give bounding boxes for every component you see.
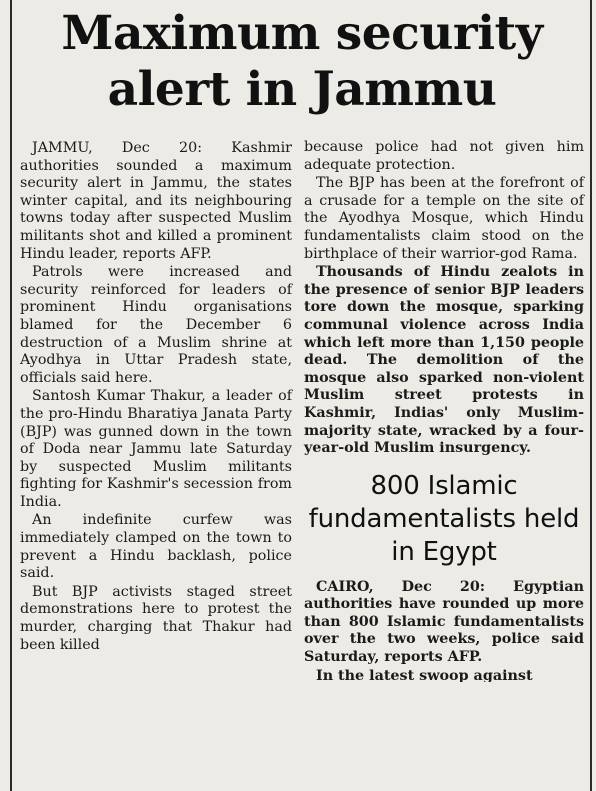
story-paragraph: Thousands of Hindu zealots in the presence of senior BJP leaders tore down the mosque, sparking communal violence across India which left more than 1,150 people dead. The demolition of the mosque also sparked non-violent Muslim street protests in Kashmir, Indias' only Muslim-majority state, wracked by a four-year-old Muslim insurgency. bbox=[304, 264, 584, 457]
secondary-story-paragraph-dateline: CAIRO, Dec 20: Egyptian authorities have rounded up more than 800 Islamic fundamentalists over the two weeks, police said Saturday, reports AFP. bbox=[304, 578, 584, 666]
main-headline: Maximum security alert in Jammu bbox=[61, 6, 543, 117]
story-paragraph-continued: because police had not given him adequate protection. bbox=[304, 139, 584, 173]
story-paragraph: An indefinite curfew was immediately clamped on the town to prevent a Hindu backlash, police said. bbox=[20, 512, 292, 582]
main-story-column-left bbox=[20, 140, 292, 654]
story-paragraph-dateline: JAMMU, Dec 20: Kashmir authorities sounded a maximum security alert in Jammu, the states winter capital, and its neighbouring towns today after suspected Muslim militants shot and killed a prominent Hindu leader, reports AFP. bbox=[20, 140, 292, 262]
main-story-column-right bbox=[304, 139, 584, 682]
column-rule-right bbox=[590, 0, 592, 791]
secondary-story-paragraph-cutoff: In the latest swoop against bbox=[316, 667, 533, 682]
story-paragraph: But BJP activists staged street demonstrations here to protest the murder, charging that Thakur had been killed bbox=[20, 583, 292, 653]
secondary-headline: 800 Islamic fundamentalists held in Egypt bbox=[308, 470, 580, 567]
column-rule-left bbox=[10, 0, 12, 791]
story-paragraph: The BJP has been at the forefront of a crusade for a temple on the site of the Ayodhya Mosque, which Hindu fundamentalists claim stood on the birthplace of their warrior-god Rama. bbox=[304, 175, 584, 262]
story-paragraph: Santosh Kumar Thakur, a leader of the pro-Hindu Bharatiya Janata Party (BJP) was gunned down in the town of Doda near Jammu late Saturday by suspected Muslim militants fighting for Kashmir's secession from India. bbox=[20, 388, 292, 510]
story-paragraph: Patrols were increased and security reinforced for leaders of prominent Hindu organisations blamed for the December 6 destruction of a Muslim shrine at Ayodhya in Uttar Pradesh state, officials said here. bbox=[20, 264, 292, 386]
